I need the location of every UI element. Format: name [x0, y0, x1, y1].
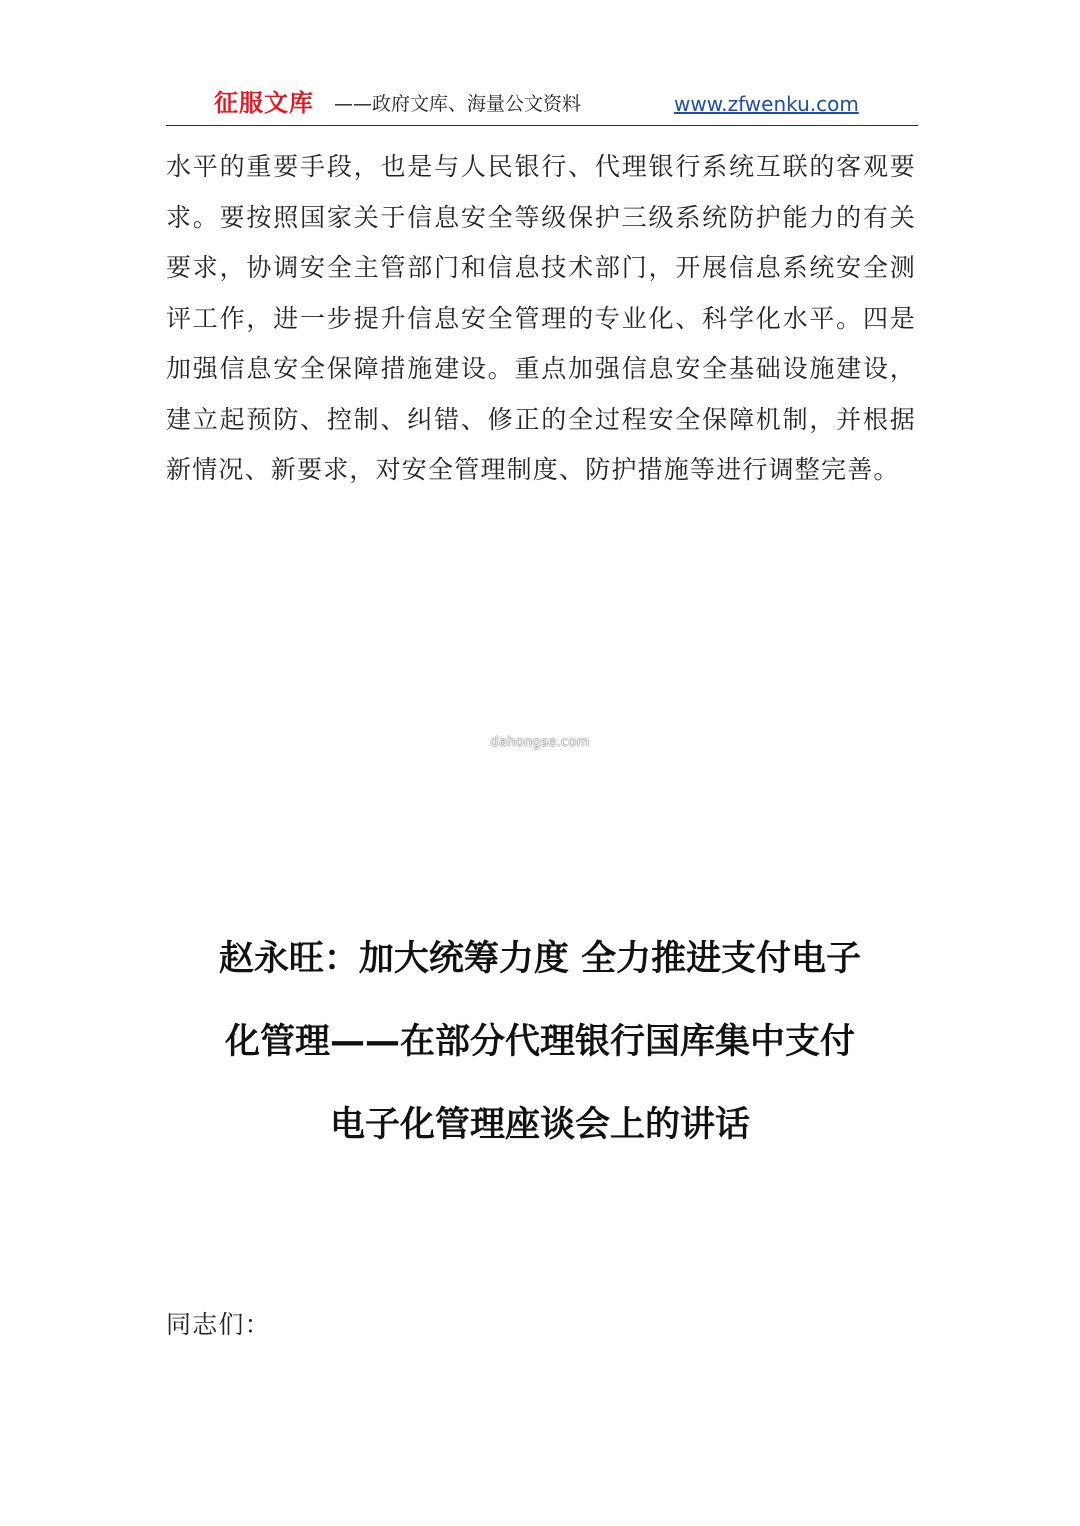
site-link[interactable]: www.zfwenku.com [674, 92, 859, 116]
title-line-3: 电子化管理座谈会上的讲话 [329, 1105, 750, 1145]
brand-logo: 征服文库 [214, 89, 314, 117]
article-title [150, 918, 930, 1167]
page-header [166, 86, 918, 124]
body-paragraph: 水平的重要手段，也是与人民银行、代理银行系统互联的客观要求。要按照国家关于信息安全等级保护三级系统防护能力的有关要求，协调安全主管部门和信息技术部门，开展信息系统安全测评工作，进一步提升信息安全管理的专业化、科学化水平。四是加强信息安全保障措施建设。重点加强信息安全基础设施建设，建立起预防、控制、纠错、修正的全过程安全保障机制，并根据新情况、新要求，对安全管理制度、防护措施等进行调整完善。 [166, 152, 916, 484]
header-tagline: ——政府文库、海量公文资料 [334, 93, 582, 115]
watermark: dahongse.com [490, 735, 590, 750]
salutation: 同志们： [166, 1310, 271, 1339]
title-line-2: 化管理——在部分代理银行国库集中支付 [224, 1022, 855, 1062]
header-divider [166, 125, 918, 126]
title-line-1: 赵永旺：加大统筹力度 全力推进支付电子 [218, 939, 862, 979]
